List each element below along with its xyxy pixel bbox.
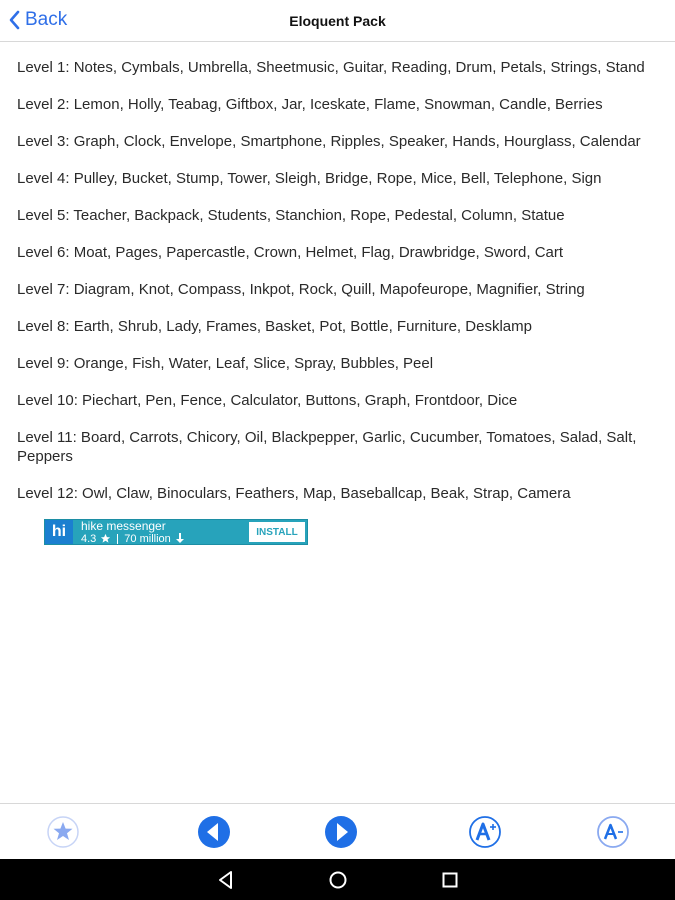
level-item-4: Level 4: Pulley, Bucket, Stump, Tower, Sleigh, Bridge, Rope, Mice, Bell, Telephone, Sign xyxy=(17,170,602,187)
ad-install-button[interactable]: INSTALL xyxy=(249,522,305,542)
nav-back-button[interactable] xyxy=(215,869,237,891)
system-nav-bar xyxy=(0,859,675,900)
nav-home-button[interactable] xyxy=(327,869,349,891)
ad-downloads: 70 million xyxy=(124,532,171,545)
level-item-12: Level 12: Owl, Claw, Binoculars, Feathers, Map, Baseballcap, Beak, Strap, Camera xyxy=(17,485,571,502)
level-item-3: Level 3: Graph, Clock, Envelope, Smartphone, Ripples, Speaker, Hands, Hourglass, Calendar xyxy=(17,133,641,150)
previous-icon xyxy=(197,815,231,849)
level-item-11: Level 11: Board, Carrots, Chicory, Oil, Blackpepper, Garlic, Cucumber, Tomatoes, Salad, Salt, Peppers xyxy=(17,429,637,465)
font-decrease-button[interactable] xyxy=(596,815,630,849)
level-item-5: Level 5: Teacher, Backpack, Students, Stanchion, Rope, Pedestal, Column, Statue xyxy=(17,207,565,224)
star-icon xyxy=(100,533,111,544)
ad-logo: hi xyxy=(45,520,73,544)
nav-recents-button[interactable] xyxy=(439,869,461,891)
ad-app-name: hike messenger xyxy=(81,518,166,533)
nav-home-icon xyxy=(327,869,349,891)
level-list xyxy=(17,58,667,521)
level-item-10: Level 10: Piechart, Pen, Fence, Calculator, Buttons, Graph, Frontdoor, Dice xyxy=(17,392,518,409)
ad-banner[interactable] xyxy=(44,519,308,545)
favorite-button[interactable] xyxy=(46,815,80,849)
next-icon xyxy=(324,815,358,849)
ad-rating: 4.3 xyxy=(81,532,97,545)
ad-text xyxy=(73,520,247,544)
star-icon xyxy=(46,815,80,849)
nav-back-icon xyxy=(215,869,237,891)
page-title: Eloquent Pack xyxy=(289,13,386,29)
download-arrow-icon xyxy=(175,533,185,544)
back-label: Back xyxy=(25,9,68,30)
level-item-2: Level 2: Lemon, Holly, Teabag, Giftbox, Jar, Iceskate, Flame, Snowman, Candle, Berries xyxy=(17,96,603,113)
font-decrease-icon xyxy=(596,815,630,849)
level-item-9: Level 9: Orange, Fish, Water, Leaf, Slice, Spray, Bubbles, Peel xyxy=(17,355,434,372)
level-item-8: Level 8: Earth, Shrub, Lady, Frames, Basket, Pot, Bottle, Furniture, Desklamp xyxy=(17,318,532,335)
ad-separator xyxy=(117,534,118,544)
previous-button[interactable] xyxy=(197,815,231,849)
app-header xyxy=(0,0,675,42)
nav-recents-icon xyxy=(439,869,461,891)
font-increase-button[interactable] xyxy=(468,815,502,849)
bottom-toolbar xyxy=(0,803,675,859)
font-increase-icon xyxy=(468,815,502,849)
next-button[interactable] xyxy=(324,815,358,849)
level-item-6: Level 6: Moat, Pages, Papercastle, Crown, Helmet, Flag, Drawbridge, Sword, Cart xyxy=(17,244,564,261)
ad-meta xyxy=(81,533,247,545)
level-item-1: Level 1: Notes, Cymbals, Umbrella, Sheetmusic, Guitar, Reading, Drum, Petals, Strings, Stand xyxy=(17,59,645,76)
level-item-7: Level 7: Diagram, Knot, Compass, Inkpot, Rock, Quill, Mapofeurope, Magnifier, String xyxy=(17,281,585,298)
